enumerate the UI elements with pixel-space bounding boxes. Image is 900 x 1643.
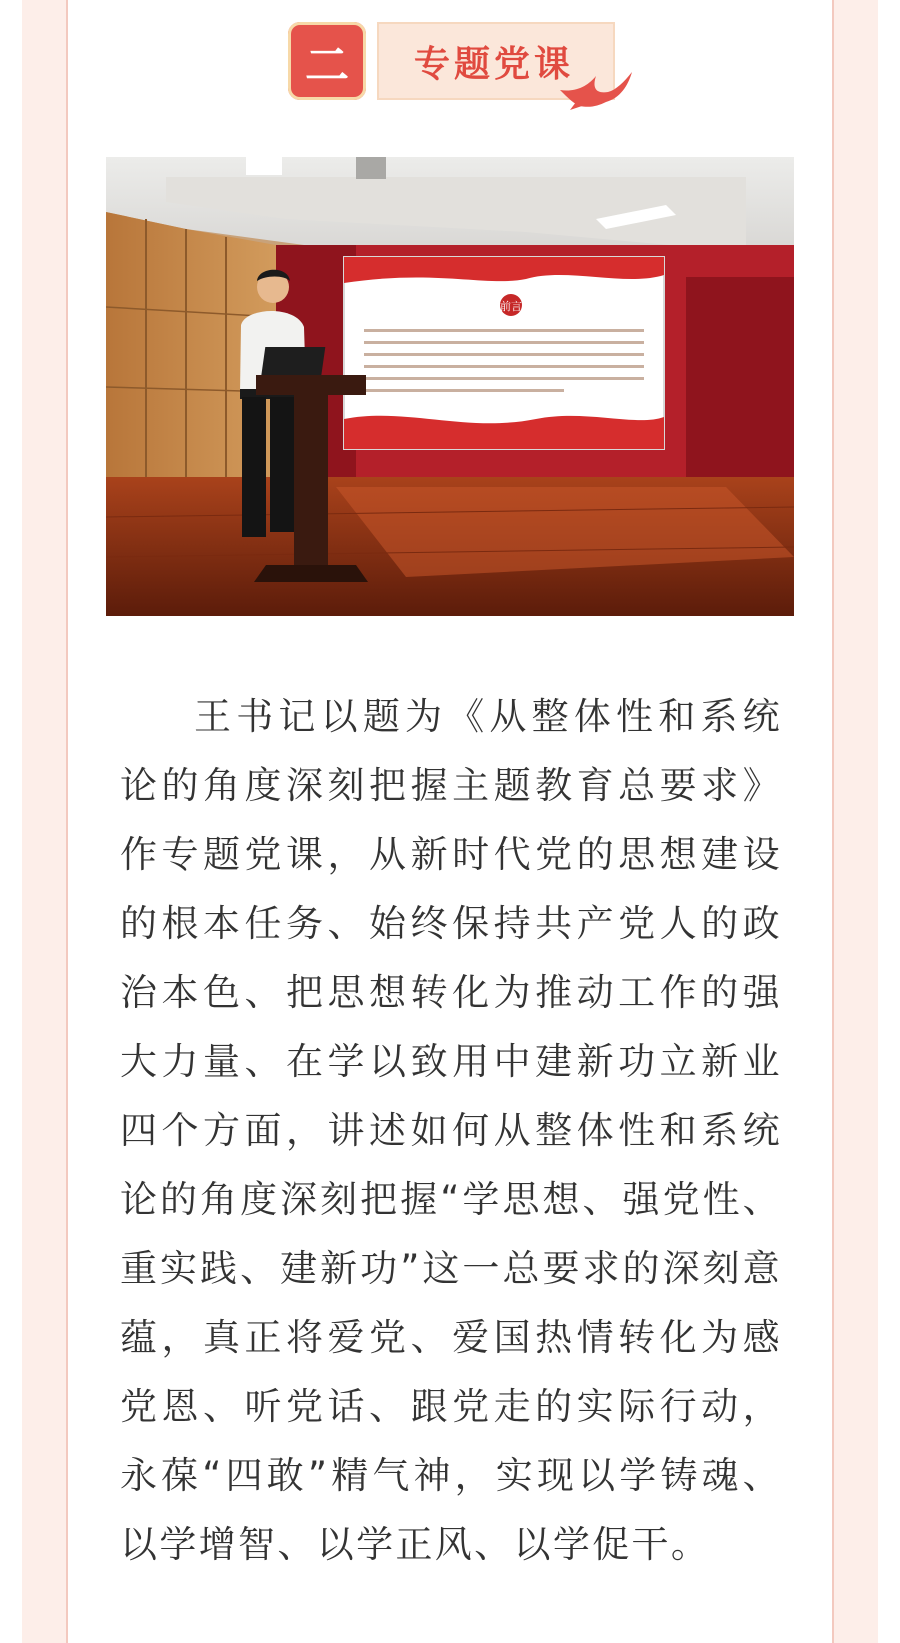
slide-title: 前言	[500, 300, 522, 313]
right-decor-line	[832, 0, 834, 1643]
section-number: 二	[288, 22, 366, 100]
left-decor-band	[22, 0, 66, 1643]
lecture-photo	[106, 157, 794, 616]
section-title: 专题党课	[377, 22, 615, 100]
dove-icon	[556, 62, 634, 112]
section-heading	[288, 22, 633, 104]
left-decor-line	[66, 0, 68, 1643]
right-decor-band	[834, 0, 878, 1643]
article-paragraph: 王书记以题为《从整体性和系统论的角度深刻把握主题教育总要求》作专题党课，从新时代党的思想建设的根本任务、始终保持共产党人的政治本色、把思想转化为推动工作的强大力量、在学以致用中建新功立新业四个方面，讲述如何从整体性和系统论的角度深刻把握“学思想、强党性、重实践、建新功”这一总要求的深刻意蕴，真正将爱党、爱国热情转化为感党恩、听党话、跟党走的实际行动，永葆“四敢”精气神，实现以学铸魂、以学增智、以学正风、以学促干。	[120, 695, 782, 1566]
